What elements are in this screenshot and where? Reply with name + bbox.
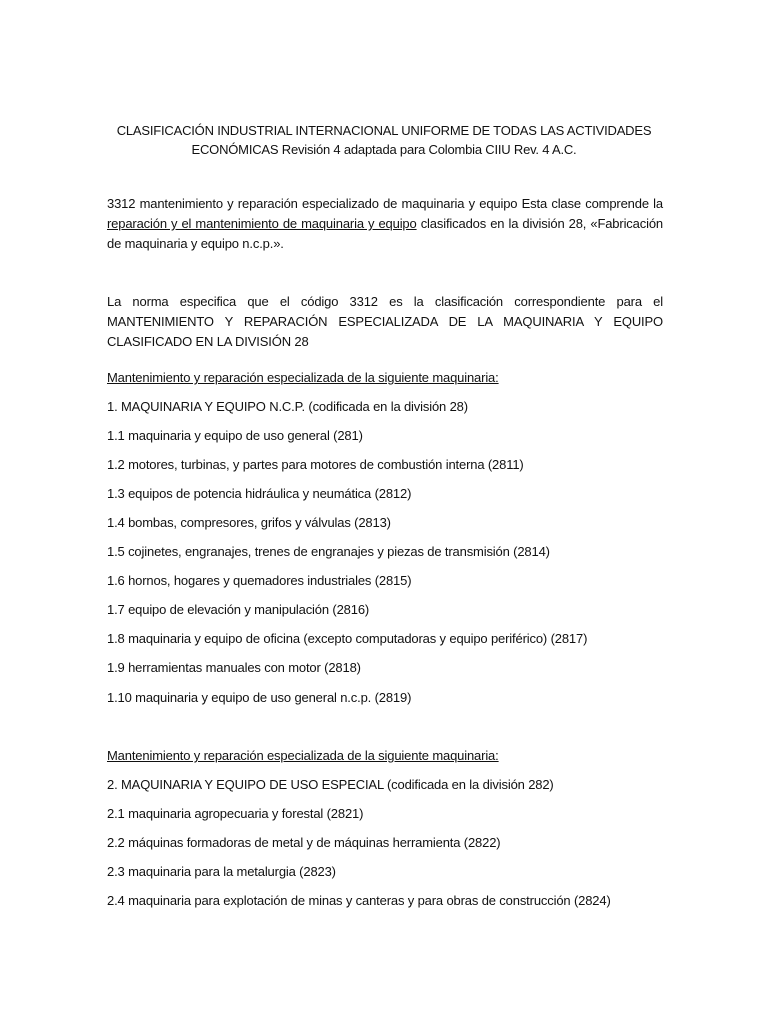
list-item: 2. MAQUINARIA Y EQUIPO DE USO ESPECIAL (codificada en la división 282): [107, 777, 554, 792]
paragraph-class-description: [107, 194, 663, 254]
list-item: 1.6 hornos, hogares y quemadores industriales (2815): [107, 573, 412, 588]
paragraph1-text-start: 3312 mantenimiento y reparación especializado de maquinaria y equipo Esta clase comprende la: [107, 196, 663, 211]
title-line-1: CLASIFICACIÓN INDUSTRIAL INTERNACIONAL UNIFORME DE TODAS LAS ACTIVIDADES: [116, 123, 652, 138]
list-item: 1.10 maquinaria y equipo de uso general n.c.p. (2819): [107, 690, 412, 705]
document-title: [100, 121, 668, 159]
list-item: 1.7 equipo de elevación y manipulación (2816): [107, 602, 370, 617]
list-item: 1.5 cojinetes, engranajes, trenes de engranajes y piezas de transmisión (2814): [107, 544, 550, 559]
list-item: 1.2 motores, turbinas, y partes para motores de combustión interna (2811): [107, 457, 524, 472]
paragraph-norm-statement: La norma especifica que el código 3312 es la clasificación correspondiente para el MANTENIMIENTO Y REPARACIÓN ESPECIALIZADA DE LA MAQUINARIA Y EQUIPO CLASIFICADO EN LA DIVISIÓN 28: [107, 294, 663, 349]
paragraph1-text-end: clasificados en la división 28, «Fabricación de maquinaria y equipo n.c.p.».: [107, 216, 663, 251]
list-item: 1.3 equipos de potencia hidráulica y neumática (2812): [107, 486, 412, 501]
list-item: 1.8 maquinaria y equipo de oficina (excepto computadoras y equipo periférico) (2817): [107, 631, 588, 646]
list-item: 1.1 maquinaria y equipo de uso general (281): [107, 428, 363, 443]
section2-heading: Mantenimiento y reparación especializada de la siguiente maquinaria:: [107, 748, 499, 763]
list-item: 1.4 bombas, compresores, grifos y válvulas (2813): [107, 515, 391, 530]
list-item: 1. MAQUINARIA Y EQUIPO N.C.P. (codificada en la división 28): [107, 399, 468, 414]
list-item: 2.3 maquinaria para la metalurgia (2823): [107, 864, 336, 879]
title-line-2: ECONÓMICAS Revisión 4 adaptada para Colombia CIIU Rev. 4 A.C.: [191, 142, 577, 157]
list-item: 2.2 máquinas formadoras de metal y de máquinas herramienta (2822): [107, 835, 501, 850]
paragraph1-underlined-text: reparación y el mantenimiento de maquinaria y equipo: [107, 216, 417, 231]
section1-heading: Mantenimiento y reparación especializada de la siguiente maquinaria:: [107, 370, 499, 385]
list-item: 2.1 maquinaria agropecuaria y forestal (2821): [107, 806, 364, 821]
list-item: 2.4 maquinaria para explotación de minas y canteras y para obras de construcción (2824): [107, 893, 611, 908]
list-item: 1.9 herramientas manuales con motor (2818): [107, 660, 361, 675]
